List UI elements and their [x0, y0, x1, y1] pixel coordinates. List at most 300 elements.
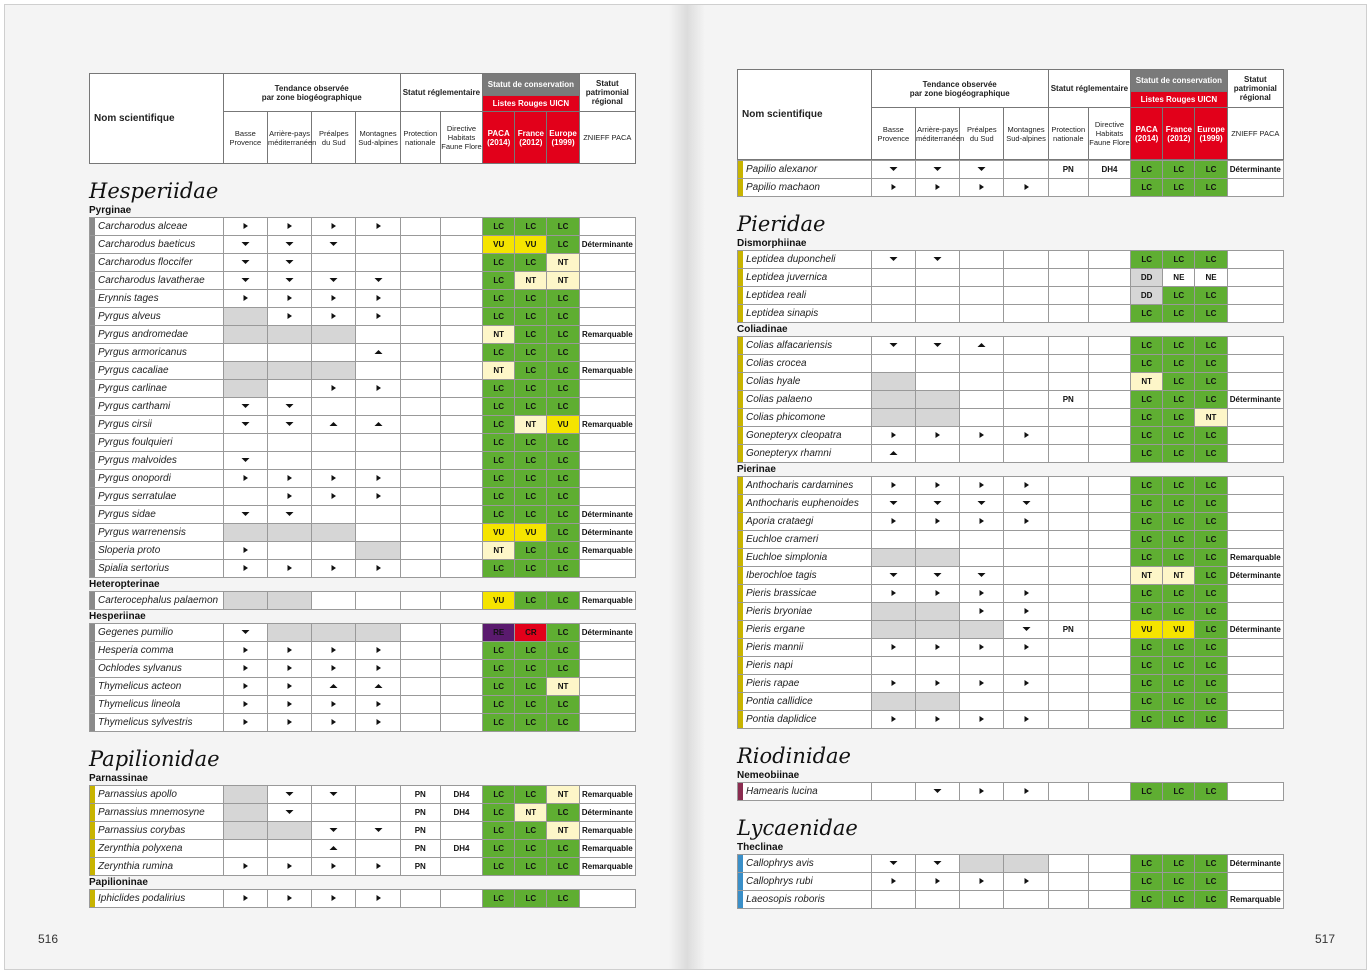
trend-cell: [312, 290, 356, 308]
red-list-status-cell: NT: [547, 678, 579, 696]
family-color-bar: [738, 427, 743, 444]
species-name-text: Pieris napi: [746, 660, 793, 671]
species-table: [89, 623, 636, 732]
header-directive: Directive Habitats Faune Flore: [440, 112, 482, 164]
trend-stable-arrow-icon: [329, 664, 338, 672]
protection-nationale-cell: [400, 344, 440, 362]
red-list-status-cell: LC: [547, 236, 579, 254]
species-row: [738, 567, 1284, 585]
trend-stable-arrow-icon: [933, 431, 942, 439]
trend-increase-arrow-icon: [329, 682, 338, 690]
trend-cell: [312, 786, 356, 804]
red-list-status-cell: LC: [1163, 373, 1195, 391]
znieff-status-cell: [579, 344, 635, 362]
trend-cell: [1004, 513, 1048, 531]
red-list-status-cell: LC: [483, 642, 515, 660]
trend-cell: [1004, 495, 1048, 513]
red-list-status-cell: VU: [1163, 621, 1195, 639]
trend-stable-arrow-icon: [329, 718, 338, 726]
znieff-status-cell: [1227, 355, 1283, 373]
species-name: [90, 416, 224, 434]
trend-cell: [915, 355, 959, 373]
header-statut-reglementaire: Statut réglementaire: [1048, 70, 1130, 108]
species-table: [89, 217, 636, 578]
trend-stable-arrow-icon: [889, 431, 898, 439]
trend-decline-arrow-icon: [374, 826, 383, 834]
protection-nationale-cell: [400, 592, 440, 610]
directive-habitats-cell: [1088, 427, 1130, 445]
directive-habitats-cell: [440, 470, 482, 488]
species-name-text: Pyrgus carlinae: [98, 383, 167, 394]
trend-cell: [356, 840, 400, 858]
red-list-status-cell: LC: [547, 434, 579, 452]
protection-nationale-cell: [1048, 783, 1088, 801]
trend-decline-arrow-icon: [329, 276, 338, 284]
directive-habitats-cell: [1088, 409, 1130, 427]
trend-cell: [223, 218, 267, 236]
trend-cell: [223, 890, 267, 908]
znieff-status-cell: Déterminante: [1227, 161, 1283, 179]
trend-cell: [915, 855, 959, 873]
trend-cell: [356, 326, 400, 344]
trend-cell: [960, 891, 1004, 909]
trend-stable-arrow-icon: [977, 431, 986, 439]
trend-cell: [267, 840, 311, 858]
trend-stable-arrow-icon: [374, 294, 383, 302]
species-name-text: Pyrgus sidae: [98, 509, 156, 520]
red-list-status-cell: NT: [483, 326, 515, 344]
protection-nationale-cell: PN: [1048, 161, 1088, 179]
directive-habitats-cell: [440, 236, 482, 254]
header-zone: Arrière-pays méditerranéen: [915, 108, 959, 160]
trend-cell: [223, 308, 267, 326]
header-statut-conservation: Statut de conservation: [483, 74, 580, 96]
trend-cell: [871, 567, 915, 585]
species-name-text: Colias palaeno: [746, 394, 813, 405]
species-name-text: Hesperia comma: [98, 645, 174, 656]
red-list-status-cell: LC: [1195, 445, 1227, 463]
species-row: [90, 326, 636, 344]
red-list-status-cell: LC: [1163, 675, 1195, 693]
znieff-status-cell: [579, 560, 635, 578]
trend-cell: [312, 452, 356, 470]
trend-decline-arrow-icon: [933, 341, 942, 349]
trend-stable-arrow-icon: [374, 474, 383, 482]
trend-cell: [871, 251, 915, 269]
red-list-status-cell: LC: [515, 344, 547, 362]
znieff-status-cell: Déterminante: [579, 236, 635, 254]
species-name: [90, 218, 224, 236]
red-list-status-cell: LC: [515, 840, 547, 858]
header-liste-rouge-col: PACA (2014): [1131, 108, 1163, 160]
species-row: [738, 287, 1284, 305]
trend-stable-arrow-icon: [1022, 643, 1031, 651]
trend-stable-arrow-icon: [374, 894, 383, 902]
protection-nationale-cell: [400, 272, 440, 290]
species-row: [90, 272, 636, 290]
species-row: [90, 524, 636, 542]
species-row: [738, 477, 1284, 495]
trend-cell: [871, 337, 915, 355]
trend-cell: [312, 326, 356, 344]
trend-stable-arrow-icon: [374, 384, 383, 392]
red-list-status-cell: LC: [1163, 855, 1195, 873]
red-list-status-cell: LC: [1131, 513, 1163, 531]
trend-decline-arrow-icon: [1022, 499, 1031, 507]
red-list-status-cell: LC: [483, 804, 515, 822]
species-name-text: Pieris brassicae: [746, 588, 817, 599]
protection-nationale-cell: [1048, 855, 1088, 873]
trend-cell: [312, 542, 356, 560]
species-name: [738, 549, 872, 567]
trend-stable-arrow-icon: [889, 183, 898, 191]
trend-cell: [1004, 445, 1048, 463]
species-row: [90, 624, 636, 642]
protection-nationale-cell: [1048, 337, 1088, 355]
species-row: [90, 840, 636, 858]
species-row: [90, 696, 636, 714]
species-row: [738, 657, 1284, 675]
trend-decline-arrow-icon: [241, 258, 250, 266]
trend-cell: [223, 524, 267, 542]
species-row: [90, 660, 636, 678]
family-color-bar: [90, 542, 95, 559]
protection-nationale-cell: [1048, 355, 1088, 373]
trend-cell: [871, 179, 915, 197]
trend-cell: [960, 675, 1004, 693]
red-list-status-cell: LC: [1163, 251, 1195, 269]
trend-stable-arrow-icon: [933, 183, 942, 191]
red-list-status-cell: LC: [515, 398, 547, 416]
trend-cell: [960, 269, 1004, 287]
family-color-bar: [90, 524, 95, 541]
species-name-text: Leptidea sinapis: [746, 308, 819, 319]
family-color-bar: [90, 344, 95, 361]
directive-habitats-cell: [1088, 549, 1130, 567]
species-name-text: Iphiclides podalirius: [98, 893, 186, 904]
trend-stable-arrow-icon: [977, 517, 986, 525]
protection-nationale-cell: [1048, 477, 1088, 495]
trend-cell: [915, 445, 959, 463]
znieff-status-cell: Déterminante: [1227, 567, 1283, 585]
species-name-text: Carcharodus baeticus: [98, 239, 196, 250]
trend-cell: [356, 542, 400, 560]
trend-cell: [871, 513, 915, 531]
family-color-bar: [738, 657, 743, 674]
header-protection: Protection nationale: [400, 112, 440, 164]
trend-cell: [223, 678, 267, 696]
trend-stable-arrow-icon: [1022, 431, 1031, 439]
red-list-status-cell: NT: [547, 272, 579, 290]
trend-stable-arrow-icon: [329, 862, 338, 870]
red-list-status-cell: LC: [1131, 477, 1163, 495]
red-list-status-cell: NE: [1195, 269, 1227, 287]
protection-nationale-cell: [1048, 513, 1088, 531]
trend-cell: [267, 470, 311, 488]
species-row: [90, 290, 636, 308]
trend-stable-arrow-icon: [1022, 787, 1031, 795]
trend-cell: [871, 495, 915, 513]
trend-stable-arrow-icon: [374, 564, 383, 572]
red-list-status-cell: LC: [1163, 427, 1195, 445]
family-color-bar: [738, 409, 743, 426]
trend-stable-arrow-icon: [889, 877, 898, 885]
red-list-status-cell: LC: [515, 592, 547, 610]
family-color-bar: [90, 660, 95, 677]
subfamily-title: Pyrginae: [89, 205, 132, 216]
znieff-status-cell: Remarquable: [579, 786, 635, 804]
red-list-status-cell: LC: [483, 254, 515, 272]
species-name: [90, 398, 224, 416]
red-list-status-cell: LC: [483, 858, 515, 876]
red-list-status-cell: NT: [515, 416, 547, 434]
family-color-bar: [738, 179, 743, 196]
trend-cell: [1004, 305, 1048, 323]
protection-nationale-cell: [400, 452, 440, 470]
species-row: [90, 380, 636, 398]
znieff-status-cell: [579, 678, 635, 696]
species-name: [738, 445, 872, 463]
header-statut-conservation: Statut de conservation: [1131, 70, 1228, 92]
red-list-status-cell: LC: [1195, 161, 1227, 179]
trend-cell: [915, 161, 959, 179]
trend-cell: [871, 585, 915, 603]
family-color-bar: [738, 891, 743, 908]
trend-stable-arrow-icon: [889, 589, 898, 597]
trend-decline-arrow-icon: [285, 402, 294, 410]
trend-cell: [267, 714, 311, 732]
trend-cell: [871, 693, 915, 711]
znieff-status-cell: [579, 380, 635, 398]
species-name-text: Pyrgus cacaliae: [98, 365, 169, 376]
species-name: [90, 488, 224, 506]
trend-cell: [1004, 639, 1048, 657]
trend-cell: [312, 592, 356, 610]
header-protection: Protection nationale: [1048, 108, 1088, 160]
red-list-status-cell: LC: [1131, 855, 1163, 873]
species-name: [738, 855, 872, 873]
znieff-status-cell: [1227, 585, 1283, 603]
trend-cell: [267, 434, 311, 452]
trend-stable-arrow-icon: [329, 700, 338, 708]
trend-stable-arrow-icon: [933, 877, 942, 885]
species-name-text: Thymelicus lineola: [98, 699, 181, 710]
red-list-status-cell: LC: [1131, 783, 1163, 801]
family-color-bar: [738, 783, 743, 800]
znieff-status-cell: [579, 660, 635, 678]
red-list-status-cell: LC: [515, 326, 547, 344]
trend-decline-arrow-icon: [241, 240, 250, 248]
trend-cell: [267, 560, 311, 578]
red-list-status-cell: LC: [483, 308, 515, 326]
red-list-status-cell: LC: [483, 452, 515, 470]
znieff-status-cell: Remarquable: [1227, 891, 1283, 909]
protection-nationale-cell: [1048, 495, 1088, 513]
red-list-status-cell: LC: [1163, 337, 1195, 355]
subfamily-title: Pierinae: [737, 464, 776, 475]
znieff-status-cell: [1227, 783, 1283, 801]
species-name: [90, 560, 224, 578]
header-tendance: Tendance observée par zone biogéographique: [223, 74, 400, 112]
directive-habitats-cell: [440, 642, 482, 660]
protection-nationale-cell: [1048, 445, 1088, 463]
family-color-bar: [738, 711, 743, 728]
red-list-status-cell: LC: [1195, 621, 1227, 639]
family-title: Lycaenidae: [737, 816, 858, 840]
trend-cell: [356, 714, 400, 732]
znieff-status-cell: Remarquable: [579, 822, 635, 840]
species-row: [90, 416, 636, 434]
red-list-status-cell: LC: [1131, 445, 1163, 463]
family-color-bar: [90, 890, 95, 907]
family-color-bar: [90, 642, 95, 659]
family-title: Hesperiidae: [89, 179, 219, 203]
red-list-status-cell: LC: [1131, 675, 1163, 693]
trend-stable-arrow-icon: [241, 718, 250, 726]
species-name: [738, 391, 872, 409]
trend-cell: [356, 254, 400, 272]
red-list-status-cell: LC: [483, 678, 515, 696]
species-name-text: Sloperia proto: [98, 545, 161, 556]
red-list-status-cell: LC: [1131, 891, 1163, 909]
red-list-status-cell: LC: [483, 416, 515, 434]
protection-nationale-cell: [400, 308, 440, 326]
trend-cell: [1004, 657, 1048, 675]
trend-decline-arrow-icon: [889, 859, 898, 867]
trend-cell: [915, 639, 959, 657]
species-row: [90, 434, 636, 452]
trend-cell: [960, 251, 1004, 269]
directive-habitats-cell: [1088, 495, 1130, 513]
trend-cell: [915, 179, 959, 197]
red-list-status-cell: LC: [483, 344, 515, 362]
red-list-status-cell: LC: [1195, 873, 1227, 891]
trend-increase-arrow-icon: [374, 348, 383, 356]
trend-cell: [267, 398, 311, 416]
trend-stable-arrow-icon: [1022, 589, 1031, 597]
trend-stable-arrow-icon: [374, 312, 383, 320]
species-name-text: Pontia callidice: [746, 696, 813, 707]
family-color-bar: [738, 675, 743, 692]
red-list-status-cell: LC: [1195, 783, 1227, 801]
species-row: [738, 711, 1284, 729]
species-name-text: Leptidea juvernica: [746, 272, 828, 283]
trend-stable-arrow-icon: [1022, 481, 1031, 489]
species-table: [89, 591, 636, 610]
red-list-status-cell: LC: [1163, 603, 1195, 621]
family-color-bar: [90, 254, 95, 271]
species-name-text: Pyrgus alveus: [98, 311, 161, 322]
red-list-status-cell: NT: [1131, 373, 1163, 391]
znieff-status-cell: [1227, 657, 1283, 675]
species-table: [737, 854, 1284, 909]
trend-cell: [223, 696, 267, 714]
trend-cell: [267, 344, 311, 362]
species-name: [90, 434, 224, 452]
znieff-status-cell: [579, 434, 635, 452]
trend-stable-arrow-icon: [1022, 183, 1031, 191]
trend-cell: [871, 549, 915, 567]
protection-nationale-cell: [400, 434, 440, 452]
species-row: [738, 675, 1284, 693]
red-list-status-cell: LC: [547, 380, 579, 398]
species-name: [738, 891, 872, 909]
red-list-status-cell: LC: [1195, 891, 1227, 909]
species-row: [738, 409, 1284, 427]
directive-habitats-cell: [440, 506, 482, 524]
species-name: [90, 308, 224, 326]
protection-nationale-cell: [1048, 251, 1088, 269]
family-color-bar: [90, 398, 95, 415]
trend-decline-arrow-icon: [241, 276, 250, 284]
right-page: [687, 5, 1366, 969]
subfamily-title: Papilioninae: [89, 877, 148, 888]
family-color-bar: [738, 269, 743, 286]
species-row: [738, 427, 1284, 445]
protection-nationale-cell: [1048, 603, 1088, 621]
trend-cell: [267, 642, 311, 660]
red-list-status-cell: LC: [483, 506, 515, 524]
family-color-bar: [90, 678, 95, 695]
trend-cell: [960, 603, 1004, 621]
species-name: [738, 711, 872, 729]
species-row: [90, 786, 636, 804]
species-row: [90, 254, 636, 272]
red-list-status-cell: NE: [1163, 269, 1195, 287]
trend-cell: [915, 603, 959, 621]
trend-cell: [223, 326, 267, 344]
trend-cell: [915, 693, 959, 711]
trend-cell: [915, 531, 959, 549]
znieff-status-cell: [1227, 427, 1283, 445]
trend-cell: [223, 714, 267, 732]
species-name-text: Zerynthia rumina: [98, 861, 174, 872]
trend-cell: [915, 305, 959, 323]
species-row: [738, 513, 1284, 531]
trend-cell: [915, 549, 959, 567]
species-name-text: Leptidea duponcheli: [746, 254, 836, 265]
species-name: [90, 470, 224, 488]
species-name: [90, 362, 224, 380]
protection-nationale-cell: [400, 488, 440, 506]
directive-habitats-cell: [1088, 287, 1130, 305]
red-list-status-cell: LC: [515, 714, 547, 732]
protection-nationale-cell: [1048, 373, 1088, 391]
trend-cell: [1004, 427, 1048, 445]
family-color-bar: [90, 272, 95, 289]
protection-nationale-cell: PN: [400, 858, 440, 876]
species-row: [738, 445, 1284, 463]
red-list-status-cell: LC: [1131, 427, 1163, 445]
trend-cell: [960, 305, 1004, 323]
family-color-bar: [90, 470, 95, 487]
species-row: [90, 344, 636, 362]
directive-habitats-cell: [440, 452, 482, 470]
directive-habitats-cell: [440, 822, 482, 840]
trend-increase-arrow-icon: [977, 341, 986, 349]
species-name: [90, 786, 224, 804]
species-name-text: Iberochloe tagis: [746, 570, 817, 581]
species-name-text: Spialia sertorius: [98, 563, 170, 574]
species-name: [90, 624, 224, 642]
trend-cell: [871, 477, 915, 495]
trend-stable-arrow-icon: [977, 183, 986, 191]
red-list-status-cell: CR: [515, 624, 547, 642]
red-list-status-cell: LC: [1131, 639, 1163, 657]
trend-decline-arrow-icon: [374, 276, 383, 284]
family-color-bar: [738, 639, 743, 656]
znieff-status-cell: Remarquable: [579, 858, 635, 876]
